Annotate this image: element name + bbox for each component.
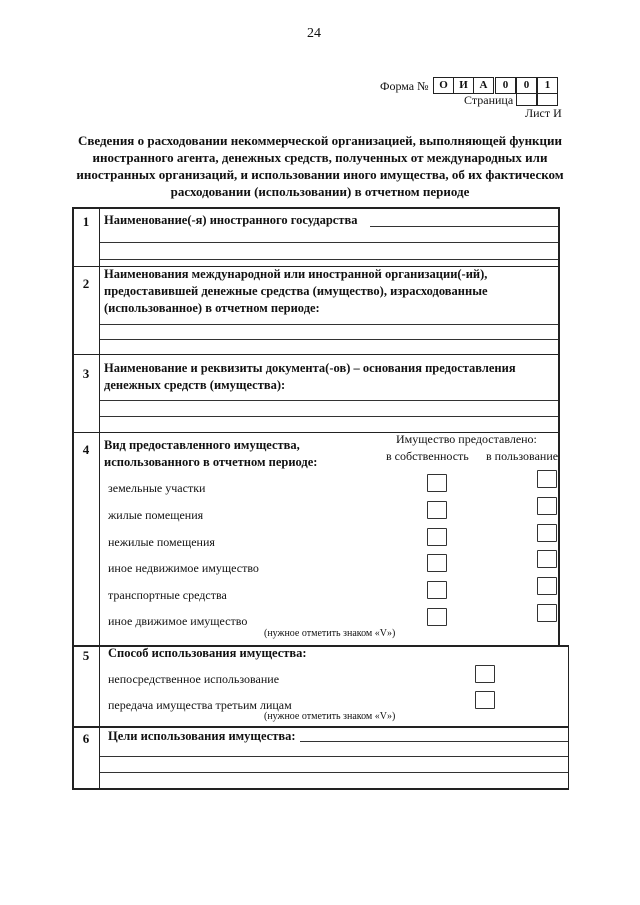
section-1-heading: Наименование(-я) иностранного государства bbox=[104, 213, 358, 227]
answer-line[interactable] bbox=[100, 324, 558, 325]
answer-line[interactable] bbox=[100, 259, 558, 260]
usage-checkbox[interactable] bbox=[537, 524, 557, 542]
usage-checkbox[interactable] bbox=[537, 604, 557, 622]
property-type-label: иное движимое имущество bbox=[108, 614, 248, 628]
form-code-cell: И bbox=[453, 77, 474, 94]
section-6-heading: Цели использования имущества: bbox=[108, 729, 296, 743]
property-type-label: жилые помещения bbox=[108, 508, 204, 522]
answer-line[interactable] bbox=[100, 242, 558, 243]
ownership-checkbox[interactable] bbox=[427, 554, 447, 572]
answer-line[interactable] bbox=[300, 741, 568, 742]
table-bottom-border bbox=[72, 788, 569, 790]
usage-column-header: в пользование bbox=[486, 449, 559, 463]
page-number: 24 bbox=[307, 26, 321, 41]
usage-checkbox[interactable] bbox=[537, 577, 557, 595]
ownership-checkbox[interactable] bbox=[427, 581, 447, 599]
property-type-label: иное недвижимое имущество bbox=[108, 561, 259, 575]
property-type-label: земельные участки bbox=[108, 481, 206, 495]
section-number: 6 bbox=[82, 731, 90, 746]
document-title: Сведения о расходовании некоммерческой организацией, выполняющей функции иностранного агента, денежных средств, полученных от международных или иностранных организаций, и использовании иного имущества, об их фактическом расходовании (использовании) в отчетном периоде bbox=[76, 133, 564, 199]
usage-checkbox[interactable] bbox=[537, 497, 557, 515]
answer-line[interactable] bbox=[100, 400, 558, 401]
section-2-heading: Наименования международной или иностранной организации(-ий), предоставившей денежные средства (имущество), израсходованные (использованное) в отчетном периоде: bbox=[104, 267, 488, 315]
checkmark-instruction: (нужное отметить знаком «V») bbox=[264, 711, 396, 722]
section-number: 4 bbox=[82, 442, 90, 457]
sheet-label: Лист И bbox=[525, 106, 562, 120]
section-5-heading: Способ использования имущества: bbox=[108, 646, 307, 660]
section-4-heading: Вид предоставленного имущества, использованного в отчетном периоде: bbox=[104, 438, 318, 469]
answer-line[interactable] bbox=[370, 226, 558, 227]
ownership-checkbox[interactable] bbox=[427, 608, 447, 626]
table-number-column-divider bbox=[99, 207, 100, 789]
ownership-checkbox[interactable] bbox=[427, 528, 447, 546]
section-number: 1 bbox=[82, 214, 90, 229]
section-number: 2 bbox=[82, 276, 90, 291]
row-divider bbox=[72, 354, 560, 355]
form-number-label: Форма № bbox=[380, 79, 429, 93]
form-code-cell: 1 bbox=[537, 77, 558, 94]
table-left-border bbox=[72, 207, 74, 789]
form-code-cell: 0 bbox=[495, 77, 516, 94]
form-code-cell: 0 bbox=[516, 77, 537, 94]
answer-line[interactable] bbox=[100, 756, 568, 757]
usage-method-label: непосредственное использование bbox=[108, 672, 280, 686]
ownership-checkbox[interactable] bbox=[427, 474, 447, 492]
ownership-checkbox[interactable] bbox=[427, 501, 447, 519]
property-type-label: нежилые помещения bbox=[108, 535, 215, 549]
form-code-cell: А bbox=[473, 77, 494, 94]
page-field-cell[interactable] bbox=[516, 91, 537, 106]
checkmark-instruction: (нужное отметить знаком «V») bbox=[264, 628, 396, 639]
usage-method-checkbox[interactable] bbox=[475, 691, 495, 709]
answer-line[interactable] bbox=[100, 772, 568, 773]
section-number: 5 bbox=[82, 648, 90, 663]
usage-checkbox[interactable] bbox=[537, 550, 557, 568]
ownership-column-header: в собственность bbox=[386, 449, 469, 463]
answer-line[interactable] bbox=[100, 416, 558, 417]
answer-line[interactable] bbox=[100, 339, 558, 340]
page-field-cell[interactable] bbox=[537, 91, 558, 106]
usage-method-checkbox[interactable] bbox=[475, 665, 495, 683]
property-provided-label: Имущество предоставлено: bbox=[396, 432, 537, 446]
usage-checkbox[interactable] bbox=[537, 470, 557, 488]
table-right-border bbox=[558, 207, 560, 647]
page-field-label: Страница bbox=[464, 93, 514, 107]
table-right-border-lower bbox=[568, 647, 569, 789]
usage-method-label: передача имущества третьим лицам bbox=[108, 698, 292, 712]
section-3-heading: Наименование и реквизиты документа(-ов) – основания предоставления денежных средств (имущества): bbox=[104, 361, 516, 392]
form-code-cell: О bbox=[433, 77, 454, 94]
table-top-border bbox=[72, 207, 560, 209]
section-number: 3 bbox=[82, 366, 90, 381]
property-type-label: транспортные средства bbox=[108, 588, 227, 602]
